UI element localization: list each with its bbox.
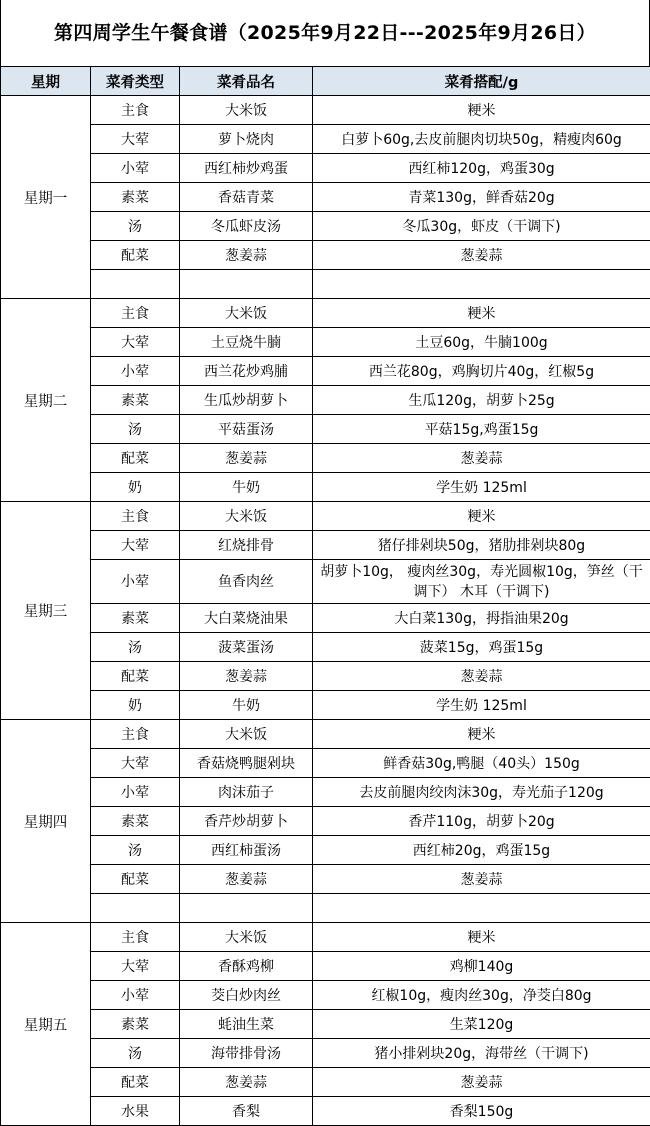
ingredients-cell: 粳米 xyxy=(313,720,650,749)
table-row xyxy=(1,720,650,749)
table-row xyxy=(1,778,650,807)
ingredients-cell: 胡萝卜10g， 瘦肉丝30g，寿光圆椒10g，笋丝（干调下） 木耳（干调下) xyxy=(313,560,650,604)
table-row xyxy=(1,299,650,328)
dish-name-cell xyxy=(180,894,313,923)
dish-type-cell: 大荤 xyxy=(91,531,180,560)
dish-type-cell: 奶 xyxy=(91,691,180,720)
table-row xyxy=(1,807,650,836)
dish-type-cell: 大荤 xyxy=(91,749,180,778)
table-row xyxy=(1,691,650,720)
dish-type-cell: 汤 xyxy=(91,836,180,865)
dish-name-cell: 香梨 xyxy=(180,1097,313,1126)
table-row xyxy=(1,836,650,865)
day-cell: 星期二 xyxy=(1,299,91,502)
ingredients-cell: 白萝卜60g,去皮前腿肉切块50g，精瘦肉60g xyxy=(313,125,650,154)
dish-type-cell: 主食 xyxy=(91,299,180,328)
header-dish-name: 菜肴品名 xyxy=(180,67,313,96)
dish-name-cell: 西兰花炒鸡脯 xyxy=(180,357,313,386)
ingredients-cell xyxy=(313,270,650,299)
table-row xyxy=(1,328,650,357)
dish-name-cell: 葱姜蒜 xyxy=(180,241,313,270)
dish-type-cell: 主食 xyxy=(91,502,180,531)
dish-type-cell: 素菜 xyxy=(91,1010,180,1039)
dish-type-cell: 奶 xyxy=(91,473,180,502)
table-row xyxy=(1,270,650,299)
dish-type-cell: 配菜 xyxy=(91,662,180,691)
dish-name-cell: 红烧排骨 xyxy=(180,531,313,560)
dish-name-cell: 冬瓜虾皮汤 xyxy=(180,212,313,241)
ingredients-cell: 粳米 xyxy=(313,96,650,125)
header-ingredients: 菜肴搭配/g xyxy=(313,67,650,96)
table-row xyxy=(1,662,650,691)
dish-name-cell xyxy=(180,270,313,299)
dish-type-cell: 主食 xyxy=(91,720,180,749)
dish-name-cell: 葱姜蒜 xyxy=(180,1068,313,1097)
ingredients-cell: 去皮前腿肉绞肉沫30g，寿光茄子120g xyxy=(313,778,650,807)
ingredients-cell: 生菜120g xyxy=(313,1010,650,1039)
dish-type-cell: 大荤 xyxy=(91,952,180,981)
ingredients-cell: 葱姜蒜 xyxy=(313,662,650,691)
table-row xyxy=(1,386,650,415)
ingredients-cell: 葱姜蒜 xyxy=(313,241,650,270)
ingredients-cell: 粳米 xyxy=(313,923,650,952)
dish-type-cell: 汤 xyxy=(91,633,180,662)
dish-name-cell: 蚝油生菜 xyxy=(180,1010,313,1039)
dish-name-cell: 西红柿蛋汤 xyxy=(180,836,313,865)
dish-name-cell: 大米饭 xyxy=(180,923,313,952)
dish-name-cell: 大米饭 xyxy=(180,299,313,328)
table-row xyxy=(1,633,650,662)
dish-name-cell: 肉沫茄子 xyxy=(180,778,313,807)
table-header-row xyxy=(1,67,650,96)
menu-table xyxy=(0,66,650,1126)
table-row xyxy=(1,1039,650,1068)
dish-name-cell: 西红柿炒鸡蛋 xyxy=(180,154,313,183)
table-row xyxy=(1,604,650,633)
dish-type-cell: 汤 xyxy=(91,415,180,444)
table-row xyxy=(1,1068,650,1097)
ingredients-cell: 葱姜蒜 xyxy=(313,444,650,473)
dish-name-cell: 菠菜蛋汤 xyxy=(180,633,313,662)
dish-type-cell: 小荤 xyxy=(91,778,180,807)
table-row xyxy=(1,125,650,154)
day-cell: 星期三 xyxy=(1,502,91,720)
header-dish-type: 菜肴类型 xyxy=(91,67,180,96)
dish-name-cell: 葱姜蒜 xyxy=(180,444,313,473)
ingredients-cell: 西红柿20g，鸡蛋15g xyxy=(313,836,650,865)
table-row xyxy=(1,531,650,560)
dish-type-cell: 小荤 xyxy=(91,154,180,183)
table-row xyxy=(1,502,650,531)
table-row xyxy=(1,212,650,241)
table-row xyxy=(1,96,650,125)
ingredients-cell: 学生奶 125ml xyxy=(313,691,650,720)
table-row xyxy=(1,894,650,923)
dish-name-cell: 葱姜蒜 xyxy=(180,865,313,894)
ingredients-cell: 粳米 xyxy=(313,502,650,531)
dish-name-cell: 牛奶 xyxy=(180,473,313,502)
dish-name-cell: 大米饭 xyxy=(180,96,313,125)
table-row xyxy=(1,952,650,981)
dish-type-cell: 水果 xyxy=(91,1097,180,1126)
dish-type-cell: 小荤 xyxy=(91,560,180,604)
ingredients-cell: 香芹110g，胡萝卜20g xyxy=(313,807,650,836)
day-cell: 星期五 xyxy=(1,923,91,1126)
dish-name-cell: 鱼香肉丝 xyxy=(180,560,313,604)
ingredients-cell: 平菇15g,鸡蛋15g xyxy=(313,415,650,444)
dish-type-cell: 汤 xyxy=(91,212,180,241)
dish-name-cell: 香酥鸡柳 xyxy=(180,952,313,981)
dish-type-cell: 配菜 xyxy=(91,241,180,270)
dish-name-cell: 大白菜烧油果 xyxy=(180,604,313,633)
dish-name-cell: 香菇烧鸭腿剁块 xyxy=(180,749,313,778)
table-row xyxy=(1,1010,650,1039)
page-title: 第四周学生午餐食谱（2025年9月22日---2025年9月26日） xyxy=(0,0,650,66)
ingredients-cell: 葱姜蒜 xyxy=(313,865,650,894)
table-row xyxy=(1,560,650,604)
dish-type-cell: 大荤 xyxy=(91,125,180,154)
table-row xyxy=(1,415,650,444)
header-day: 星期 xyxy=(1,67,91,96)
dish-name-cell: 大米饭 xyxy=(180,502,313,531)
dish-name-cell: 生瓜炒胡萝卜 xyxy=(180,386,313,415)
table-row xyxy=(1,357,650,386)
ingredients-cell: 鲜香菇30g,鸭腿（40头）150g xyxy=(313,749,650,778)
ingredients-cell: 粳米 xyxy=(313,299,650,328)
ingredients-cell: 学生奶 125ml xyxy=(313,473,650,502)
ingredients-cell: 菠菜15g，鸡蛋15g xyxy=(313,633,650,662)
ingredients-cell: 生瓜120g，胡萝卜25g xyxy=(313,386,650,415)
table-row xyxy=(1,749,650,778)
dish-name-cell: 萝卜烧肉 xyxy=(180,125,313,154)
dish-name-cell: 牛奶 xyxy=(180,691,313,720)
table-row xyxy=(1,1097,650,1126)
dish-type-cell: 素菜 xyxy=(91,604,180,633)
ingredients-cell: 猪小排剁块20g，海带丝（干调下) xyxy=(313,1039,650,1068)
dish-type-cell: 小荤 xyxy=(91,357,180,386)
ingredients-cell: 猪仔排剁块50g，猪肋排剁块80g xyxy=(313,531,650,560)
table-row xyxy=(1,183,650,212)
dish-type-cell: 配菜 xyxy=(91,1068,180,1097)
dish-type-cell xyxy=(91,270,180,299)
dish-name-cell: 香芹炒胡萝卜 xyxy=(180,807,313,836)
day-cell: 星期一 xyxy=(1,96,91,299)
dish-type-cell: 主食 xyxy=(91,96,180,125)
ingredients-cell: 红椒10g，瘦肉丝30g，净茭白80g xyxy=(313,981,650,1010)
dish-name-cell: 香菇青菜 xyxy=(180,183,313,212)
ingredients-cell xyxy=(313,894,650,923)
ingredients-cell: 冬瓜30g，虾皮（干调下) xyxy=(313,212,650,241)
table-row xyxy=(1,473,650,502)
dish-type-cell: 素菜 xyxy=(91,386,180,415)
dish-type-cell xyxy=(91,894,180,923)
dish-type-cell: 汤 xyxy=(91,1039,180,1068)
ingredients-cell: 青菜130g，鲜香菇20g xyxy=(313,183,650,212)
table-row xyxy=(1,154,650,183)
dish-name-cell: 海带排骨汤 xyxy=(180,1039,313,1068)
menu-body xyxy=(1,96,650,1126)
dish-type-cell: 素菜 xyxy=(91,183,180,212)
ingredients-cell: 葱姜蒜 xyxy=(313,1068,650,1097)
ingredients-cell: 土豆60g，牛腩100g xyxy=(313,328,650,357)
dish-type-cell: 配菜 xyxy=(91,865,180,894)
ingredients-cell: 西红柿120g，鸡蛋30g xyxy=(313,154,650,183)
dish-name-cell: 平菇蛋汤 xyxy=(180,415,313,444)
ingredients-cell: 鸡柳140g xyxy=(313,952,650,981)
dish-name-cell: 茭白炒肉丝 xyxy=(180,981,313,1010)
dish-name-cell: 大米饭 xyxy=(180,720,313,749)
dish-type-cell: 大荤 xyxy=(91,328,180,357)
dish-type-cell: 配菜 xyxy=(91,444,180,473)
table-row xyxy=(1,444,650,473)
dish-type-cell: 小荤 xyxy=(91,981,180,1010)
dish-name-cell: 土豆烧牛腩 xyxy=(180,328,313,357)
day-cell: 星期四 xyxy=(1,720,91,923)
dish-type-cell: 素菜 xyxy=(91,807,180,836)
table-row xyxy=(1,865,650,894)
table-row xyxy=(1,981,650,1010)
dish-name-cell: 葱姜蒜 xyxy=(180,662,313,691)
ingredients-cell: 大白菜130g，拇指油果20g xyxy=(313,604,650,633)
ingredients-cell: 西兰花80g，鸡胸切片40g，红椒5g xyxy=(313,357,650,386)
ingredients-cell: 香梨150g xyxy=(313,1097,650,1126)
table-row xyxy=(1,241,650,270)
dish-type-cell: 主食 xyxy=(91,923,180,952)
table-row xyxy=(1,923,650,952)
